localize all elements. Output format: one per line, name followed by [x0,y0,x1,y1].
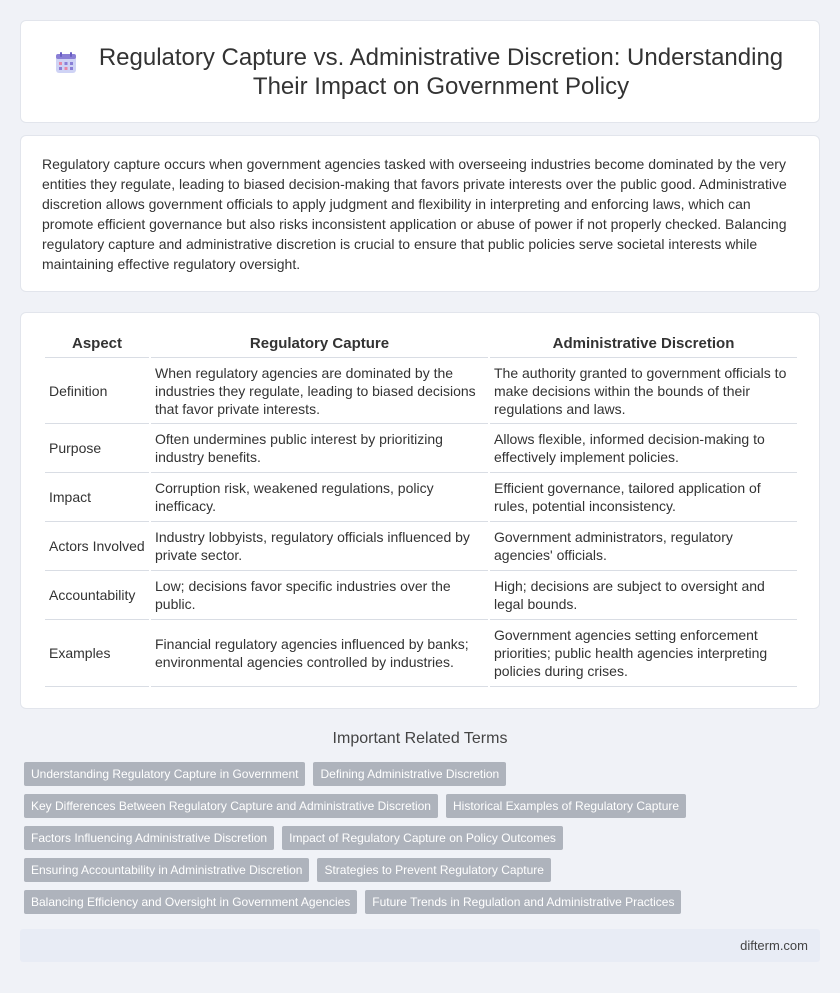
related-term-tag[interactable]: Factors Influencing Administrative Discretion [24,826,274,850]
related-terms-heading: Important Related Terms [332,730,508,747]
footer [20,929,820,962]
row-administrative-discretion: High; decisions are subject to oversight and legal bounds. [490,571,797,620]
related-term-tag[interactable]: Key Differences Between Regulatory Capture and Administrative Discretion [24,794,438,818]
row-regulatory-capture: Often undermines public interest by prioritizing industry benefits. [151,424,488,473]
row-administrative-discretion: Efficient governance, tailored application of rules, potential inconsistency. [490,473,797,522]
table-row [45,358,797,424]
header-aspect: Aspect [45,331,149,358]
table-row [45,522,797,571]
related-term-tag[interactable]: Impact of Regulatory Capture on Policy Outcomes [282,826,563,850]
row-aspect: Examples [45,620,149,687]
table-row [45,473,797,522]
row-administrative-discretion: The authority granted to government officials to make decisions within the bounds of their regulations and laws. [490,358,797,424]
intro-paragraph: Regulatory capture occurs when government agencies tasked with overseeing industries become dominated by the very entities they regulate, leading to biased decision-making that favors private interests over the public good. Administrative discretion allows government officials to apply judgment and flexibility in interpreting and enforcing laws, which can promote efficient governance but also risks inconsistent application or abuse of power if not properly checked. Balancing regulatory capture and administrative discretion is crucial to ensure that public policies serve societal interests while maintaining effective regulatory oversight. [42,156,787,272]
table-row [45,571,797,620]
footer-site-link[interactable]: difterm.com [740,938,808,953]
intro-card [20,135,820,292]
row-aspect: Accountability [45,571,149,620]
row-regulatory-capture: Corruption risk, weakened regulations, policy inefficacy. [151,473,488,522]
row-regulatory-capture: Financial regulatory agencies influenced by banks; environmental agencies controlled by industries. [151,620,488,687]
title-card [20,20,820,123]
row-administrative-discretion: Government administrators, regulatory agencies' officials. [490,522,797,571]
related-term-tag[interactable]: Strategies to Prevent Regulatory Capture [317,858,550,882]
row-regulatory-capture: Industry lobbyists, regulatory officials influenced by private sector. [151,522,488,571]
related-term-tag[interactable]: Future Trends in Regulation and Administrative Practices [365,890,681,914]
row-aspect: Definition [45,358,149,424]
table-row [45,424,797,473]
related-term-tag[interactable]: Defining Administrative Discretion [313,762,506,786]
row-administrative-discretion: Government agencies setting enforcement priorities; public health agencies interpreting policies during crises. [490,620,797,687]
related-terms-list [24,762,824,922]
related-term-tag[interactable]: Historical Examples of Regulatory Capture [446,794,686,818]
related-term-tag[interactable]: Understanding Regulatory Capture in Government [24,762,305,786]
header-regulatory-capture: Regulatory Capture [151,331,488,358]
row-regulatory-capture: Low; decisions favor specific industries over the public. [151,571,488,620]
row-aspect: Actors Involved [45,522,149,571]
row-aspect: Impact [45,473,149,522]
page-title: Regulatory Capture vs. Administrative Discretion: Understanding Their Impact on Government Policy [98,43,784,100]
header-administrative-discretion: Administrative Discretion [490,331,797,358]
comparison-table [43,331,799,687]
row-regulatory-capture: When regulatory agencies are dominated by the industries they regulate, leading to biased decisions that favor private interests. [151,358,488,424]
related-term-tag[interactable]: Ensuring Accountability in Administrative Discretion [24,858,309,882]
table-header-row [45,331,797,358]
row-administrative-discretion: Allows flexible, informed decision-making to effectively implement policies. [490,424,797,473]
row-aspect: Purpose [45,424,149,473]
table-row [45,620,797,687]
related-term-tag[interactable]: Balancing Efficiency and Oversight in Government Agencies [24,890,357,914]
comparison-card [20,312,820,709]
calendar-icon [54,51,78,75]
